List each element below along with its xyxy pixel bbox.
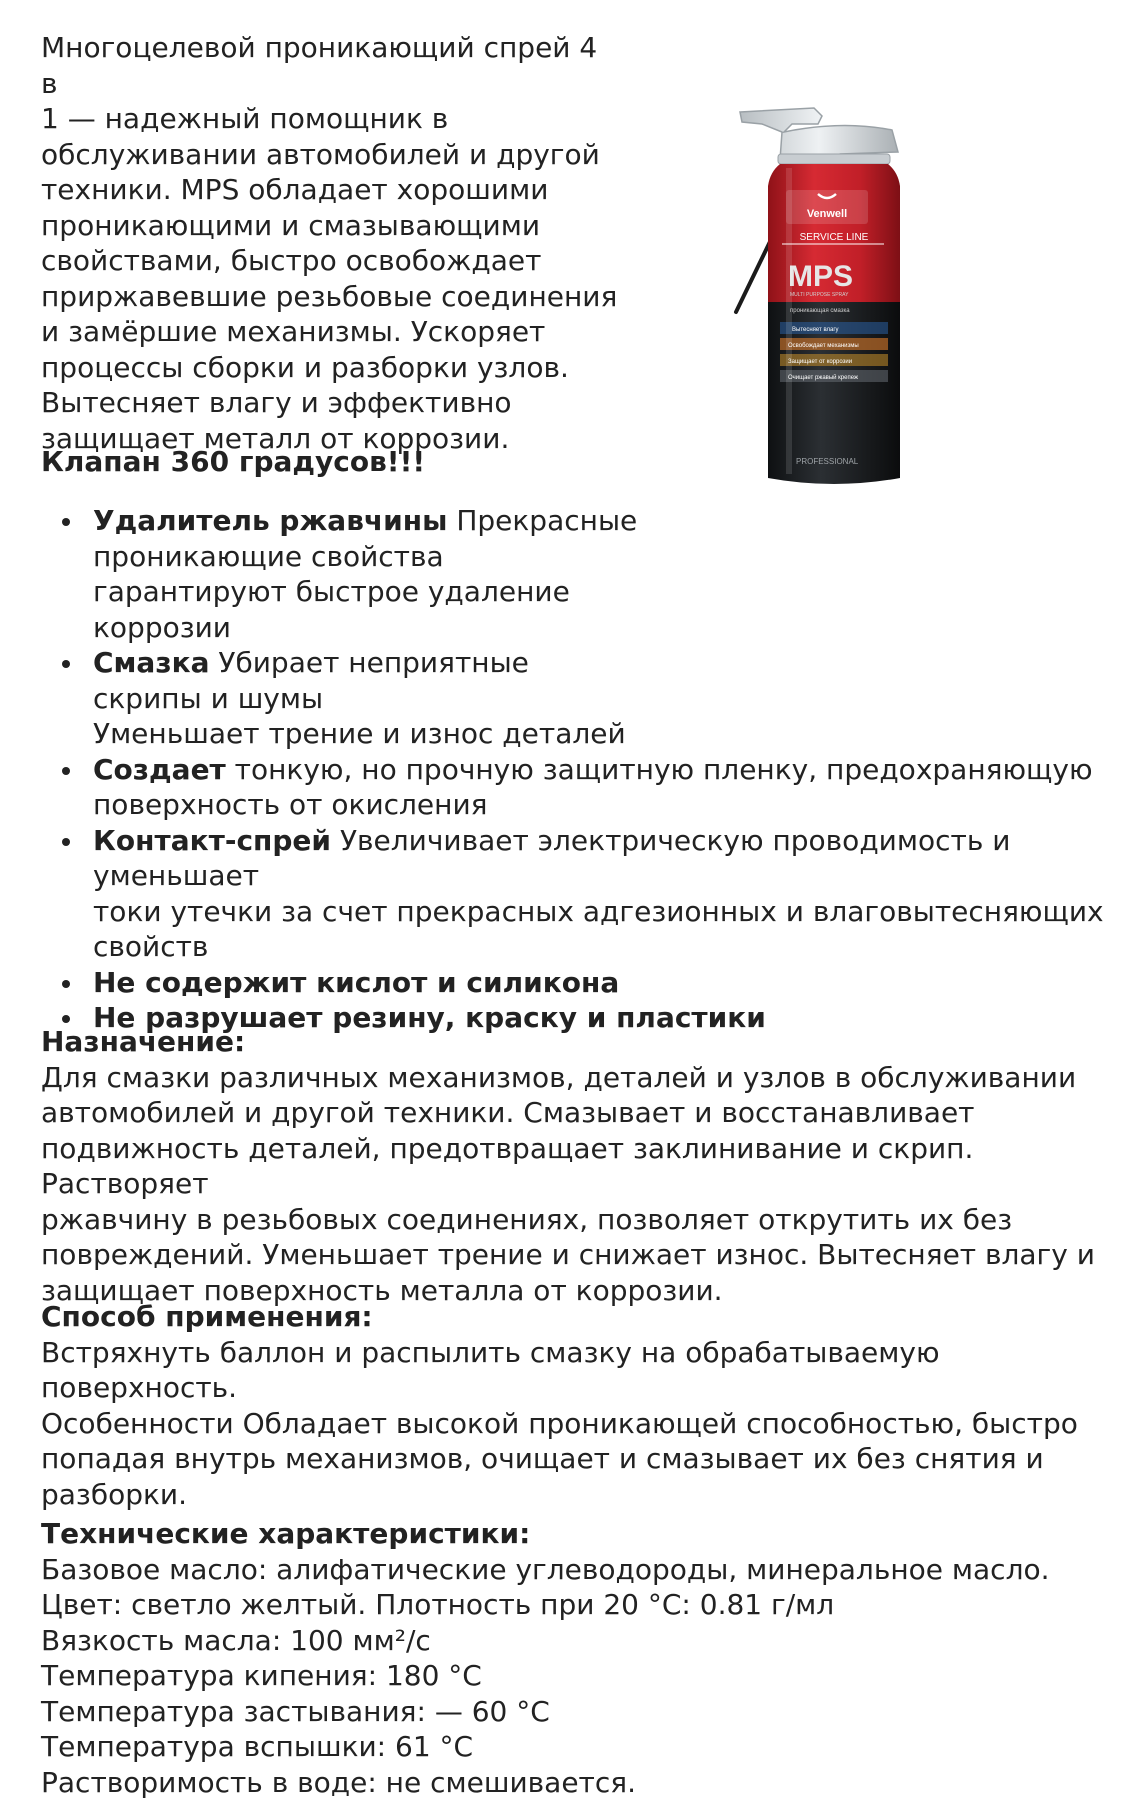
intro-line: обслуживании автомобилей и другой: [41, 137, 600, 171]
intro-line: 1 — надежный помощник в: [41, 102, 449, 135]
tech-line: Вязкость масла: 100 мм²/с: [41, 1623, 431, 1657]
purpose-section: [41, 1024, 1111, 1308]
feature-bold: Создает: [93, 752, 226, 786]
purpose-line: защищает поверхность металла от коррозии.: [41, 1273, 723, 1307]
purpose-line: автомобилей и другой техники. Смазывает и восстанавливает: [41, 1096, 975, 1129]
list-item: [41, 965, 1127, 1001]
product-subtitle: MULTI PURPOSE SPRAY: [790, 292, 849, 298]
feature-bold: Смазка: [93, 646, 210, 679]
feature-text: Уменьшает трение и износ деталей: [93, 717, 626, 750]
tech-line: Температура застывания: — 60 °С: [41, 1694, 550, 1728]
list-item: [41, 752, 1093, 823]
feature-text: скрипы и шумы: [93, 681, 324, 715]
series-label: SERVICE LINE: [799, 232, 869, 243]
feature-text: свойств: [93, 930, 209, 963]
usage-line: Особенности Обладает высокой проникающей способностью, быстро: [41, 1406, 1078, 1440]
feature-text: коррозии: [93, 610, 232, 644]
tech-line: Температура кипения: 180 °С: [41, 1659, 482, 1692]
tech-specs-section: [41, 1516, 1111, 1800]
intro-line: процессы сборки и разборки узлов.: [41, 350, 569, 384]
feature-text: гарантируют быстрое удаление: [93, 575, 570, 608]
intro-line: Вытесняет влагу и эффективно: [41, 386, 512, 419]
usage-line: попадая внутрь механизмов, очищает и смазывает их без снятия и: [41, 1442, 1044, 1475]
feature-text: токи утечки за счет прекрасных адгезионных и влаговытесняющих: [93, 894, 1104, 928]
usage-section: [41, 1299, 1111, 1512]
list-item: [41, 503, 653, 645]
valve-heading: Клапан 360 градусов!!!: [41, 445, 426, 478]
intro-line: защищает металл от коррозии.: [41, 421, 510, 455]
stripe-label: Защищает от коррозии: [788, 359, 853, 365]
feature-text: Убирает неприятные: [209, 646, 529, 679]
intro-line: техники. MPS обладает хорошими: [41, 173, 549, 206]
brand-name: Venwell: [806, 208, 848, 220]
stripe-label: Освобождает механизмы: [788, 343, 859, 349]
feature-bold: Удалитель ржавчины: [93, 504, 448, 537]
intro-line: и замёршие механизмы. Ускоряет: [41, 315, 546, 348]
tech-heading: Технические характеристики:: [41, 1517, 531, 1550]
trigger-cap: [740, 108, 898, 160]
list-item: [41, 645, 653, 752]
can-highlight: [786, 168, 792, 474]
feature-bold: Контакт-спрей: [93, 823, 332, 857]
tech-line: Растворимость в воде: не смешивается.: [41, 1765, 636, 1799]
feature-bold: Не содержит кислот и силикона: [93, 965, 620, 999]
tech-line: Базовое масло: алифатические углеводороды, минеральное масло.: [41, 1552, 1050, 1586]
purpose-line: повреждений. Уменьшает трение и снижает износ. Вытесняет влагу и: [41, 1238, 1095, 1271]
feature-text: Прекрасные: [447, 504, 638, 537]
tech-line: Цвет: светло желтый. Плотность при 20 °С: 0.81 г/мл: [41, 1588, 835, 1621]
purpose-line: Для смазки различных механизмов, деталей и узлов в обслуживании: [41, 1060, 1077, 1094]
usage-line: разборки.: [41, 1477, 188, 1511]
intro-line: проникающими и смазывающими: [41, 208, 541, 242]
product-spray-can-image: [722, 102, 962, 492]
professional-label: PROFESSIONAL: [796, 457, 859, 466]
tech-line: Температура вспышки: 61 °С: [41, 1730, 474, 1763]
product-subtitle-ru: проникающая смазка: [790, 308, 850, 314]
feature-bold: Не разрушает резину, краску и пластики: [93, 1001, 766, 1034]
purpose-line: ржавчину в резьбовых соединениях, позволяет открутить их без: [41, 1202, 1013, 1236]
stripe-label: Вытесняет влагу: [792, 327, 839, 333]
intro-line: Многоцелевой проникающий спрей 4 в: [41, 31, 598, 100]
cap-collar: [778, 154, 890, 164]
purpose-heading: Назначение:: [41, 1025, 246, 1058]
feature-text: Увеличивает электрическую проводимость и уменьшает: [93, 823, 1011, 892]
feature-list: [41, 503, 1121, 1036]
intro-line: свойствами, быстро освобождает: [41, 244, 542, 277]
usage-heading: Способ применения:: [41, 1300, 373, 1333]
feature-text: проникающие свойства: [93, 539, 444, 573]
intro-line: приржавевшие резьбовые соединения: [41, 279, 618, 313]
intro-paragraph: [41, 30, 621, 456]
feature-text: поверхность от окисления: [93, 788, 488, 821]
feature-text: тонкую, но прочную защитную пленку, предохраняющую: [225, 752, 1093, 786]
usage-line: Встряхнуть баллон и распылить смазку на обрабатываемую поверхность.: [41, 1335, 940, 1404]
stripe-label: Очищает ржавый крепеж: [788, 375, 859, 381]
list-item: [41, 823, 1127, 965]
purpose-line: подвижность деталей, предотвращает заклинивание и скрип. Растворяет: [41, 1131, 974, 1200]
product-name: MPS: [788, 260, 854, 293]
